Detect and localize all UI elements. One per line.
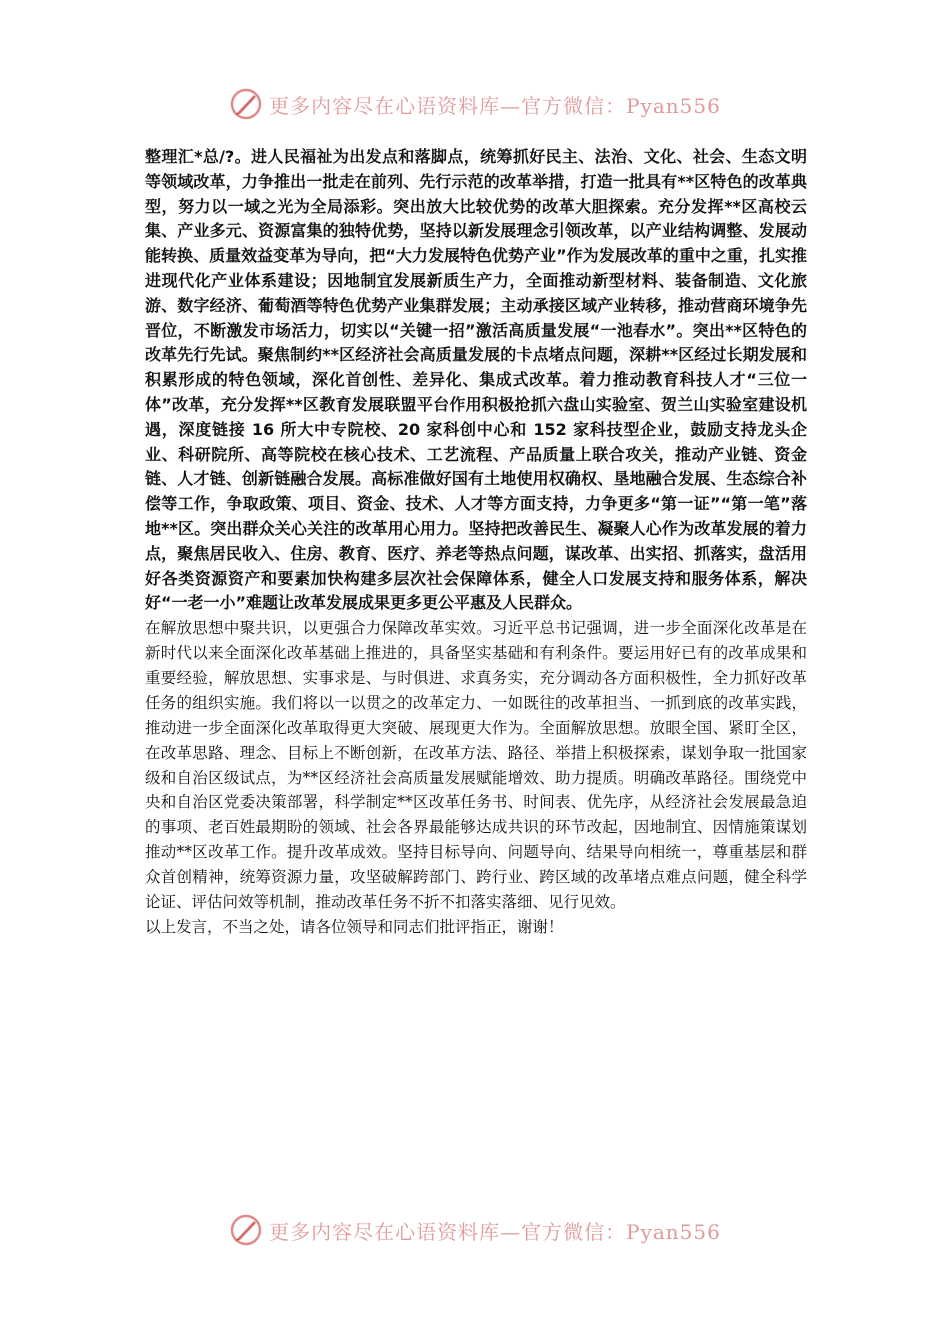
pen-circle-icon (229, 87, 263, 121)
document-body (145, 145, 807, 940)
paragraph-3: 以上发言，不当之处，请各位领导和同志们批评指正，谢谢！ (145, 918, 564, 937)
header-banner-text: 更多内容尽在心语资料库—官方微信：Pyan556 (269, 93, 721, 118)
header-banner (0, 82, 950, 126)
paragraph-2: 在解放思想中聚共识，以更强合力保障改革实效。习近平总书记强调，进一步全面深化改革是在新时代以来全面深化改革基础上推进的，具备坚实基础和有利条件。要运用好已有的改革成果和重要经验，解放思想、实事求是、与时俱进、求真务实，充分调动各方面积极性，全力抓好改革任务的组织实施。我们将以一以贯之的改革定力、一如既往的改革担当、一抓到底的改革实践，推动进一步全面深化改革取得更大突破、展现更大作为。全面解放思想。放眼全国、紧盯全区，在改革思路、理念、目标上不断创新，在改革方法、路径、举措上积极探索，谋划争取一批国家级和自治区级试点，为**区经济社会高质量发展赋能增效、助力提质。明确改革路径。围绕党中央和自治区党委决策部署，科学制定**区改革任务书、时间表、优先序，从经济社会发展最急迫的事项、老百姓最期盼的领域、社会各界最能够达成共识的环节改起，因地制宜、因情施策谋划推动**区改革工作。提升改革成效。坚持目标导向、问题导向、结果导向相统一，尊重基层和群众首创精神，统筹资源力量，攻坚破解跨部门、跨行业、跨区域的改革堵点难点问题，健全科学论证、评估问效等机制，推动改革任务不折不扣落实落细、见行见效。 (145, 619, 807, 912)
footer-banner-text: 更多内容尽在心语资料库—官方微信：Pyan556 (269, 1219, 721, 1244)
footer-banner (0, 1208, 950, 1252)
pen-circle-icon (229, 1213, 263, 1247)
paragraph-1: 整理汇*总/?。进人民福祉为出发点和落脚点，统筹抓好民主、法治、文化、社会、生态文明等领域改革，力争推出一批走在前列、先行示范的改革举措，打造一批具有**区特色的改革典型，努力以一域之光为全局添彩。突出放大比较优势的改革大胆探索。充分发挥**区高校云集、产业多元、资源富集的独特优势，坚持以新发展理念引领改革，以产业结构调整、发展动能转换、质量效益变革为导向，把“大力发展特色优势产业”作为发展改革的重中之重，扎实推进现代化产业体系建设；因地制宜发展新质生产力，全面推动新型材料、装备制造、文化旅游、数字经济、葡萄酒等特色优势产业集群发展；主动承接区域产业转移，推动营商环境争先晋位，不断激发市场活力，切实以“关键一招”激活高质量发展“一池春水”。突出**区特色的改革先行先试。聚焦制约**区经济社会高质量发展的卡点堵点问题，深耕**区经过长期发展和积累形成的特色领域，深化首创性、差异化、集成式改革。着力推动教育科技人才“三位一体”改革，充分发挥**区教育发展联盟平台作用积极抢抓六盘山实验室、贺兰山实验室建设机遇，深度链接 16 所大中专院校、20 家科创中心和 152 家科技型企业，鼓励支持龙头企业、科研院所、高等院校在核心技术、工艺流程、产品质量上联合攻关，推动产业链、资金链、人才链、创新链融合发展。高标准做好国有土地使用权确权、垦地融合发展、生态综合补偿等工作，争取政策、项目、资金、技术、人才等方面支持，力争更多“第一证”“第一笔”落地**区。突出群众关心关注的改革用心用力。坚持把改善民生、凝聚人心作为改革发展的着力点，聚焦居民收入、住房、教育、医疗、养老等热点问题，谋改革、出实招、抓落实，盘活用好各类资源资产和要素加快构建多层次社会保障体系，健全人口发展支持和服务体系，解决好“一老一小”难题让改革发展成果更多更公平惠及人民群众。 (145, 147, 807, 613)
